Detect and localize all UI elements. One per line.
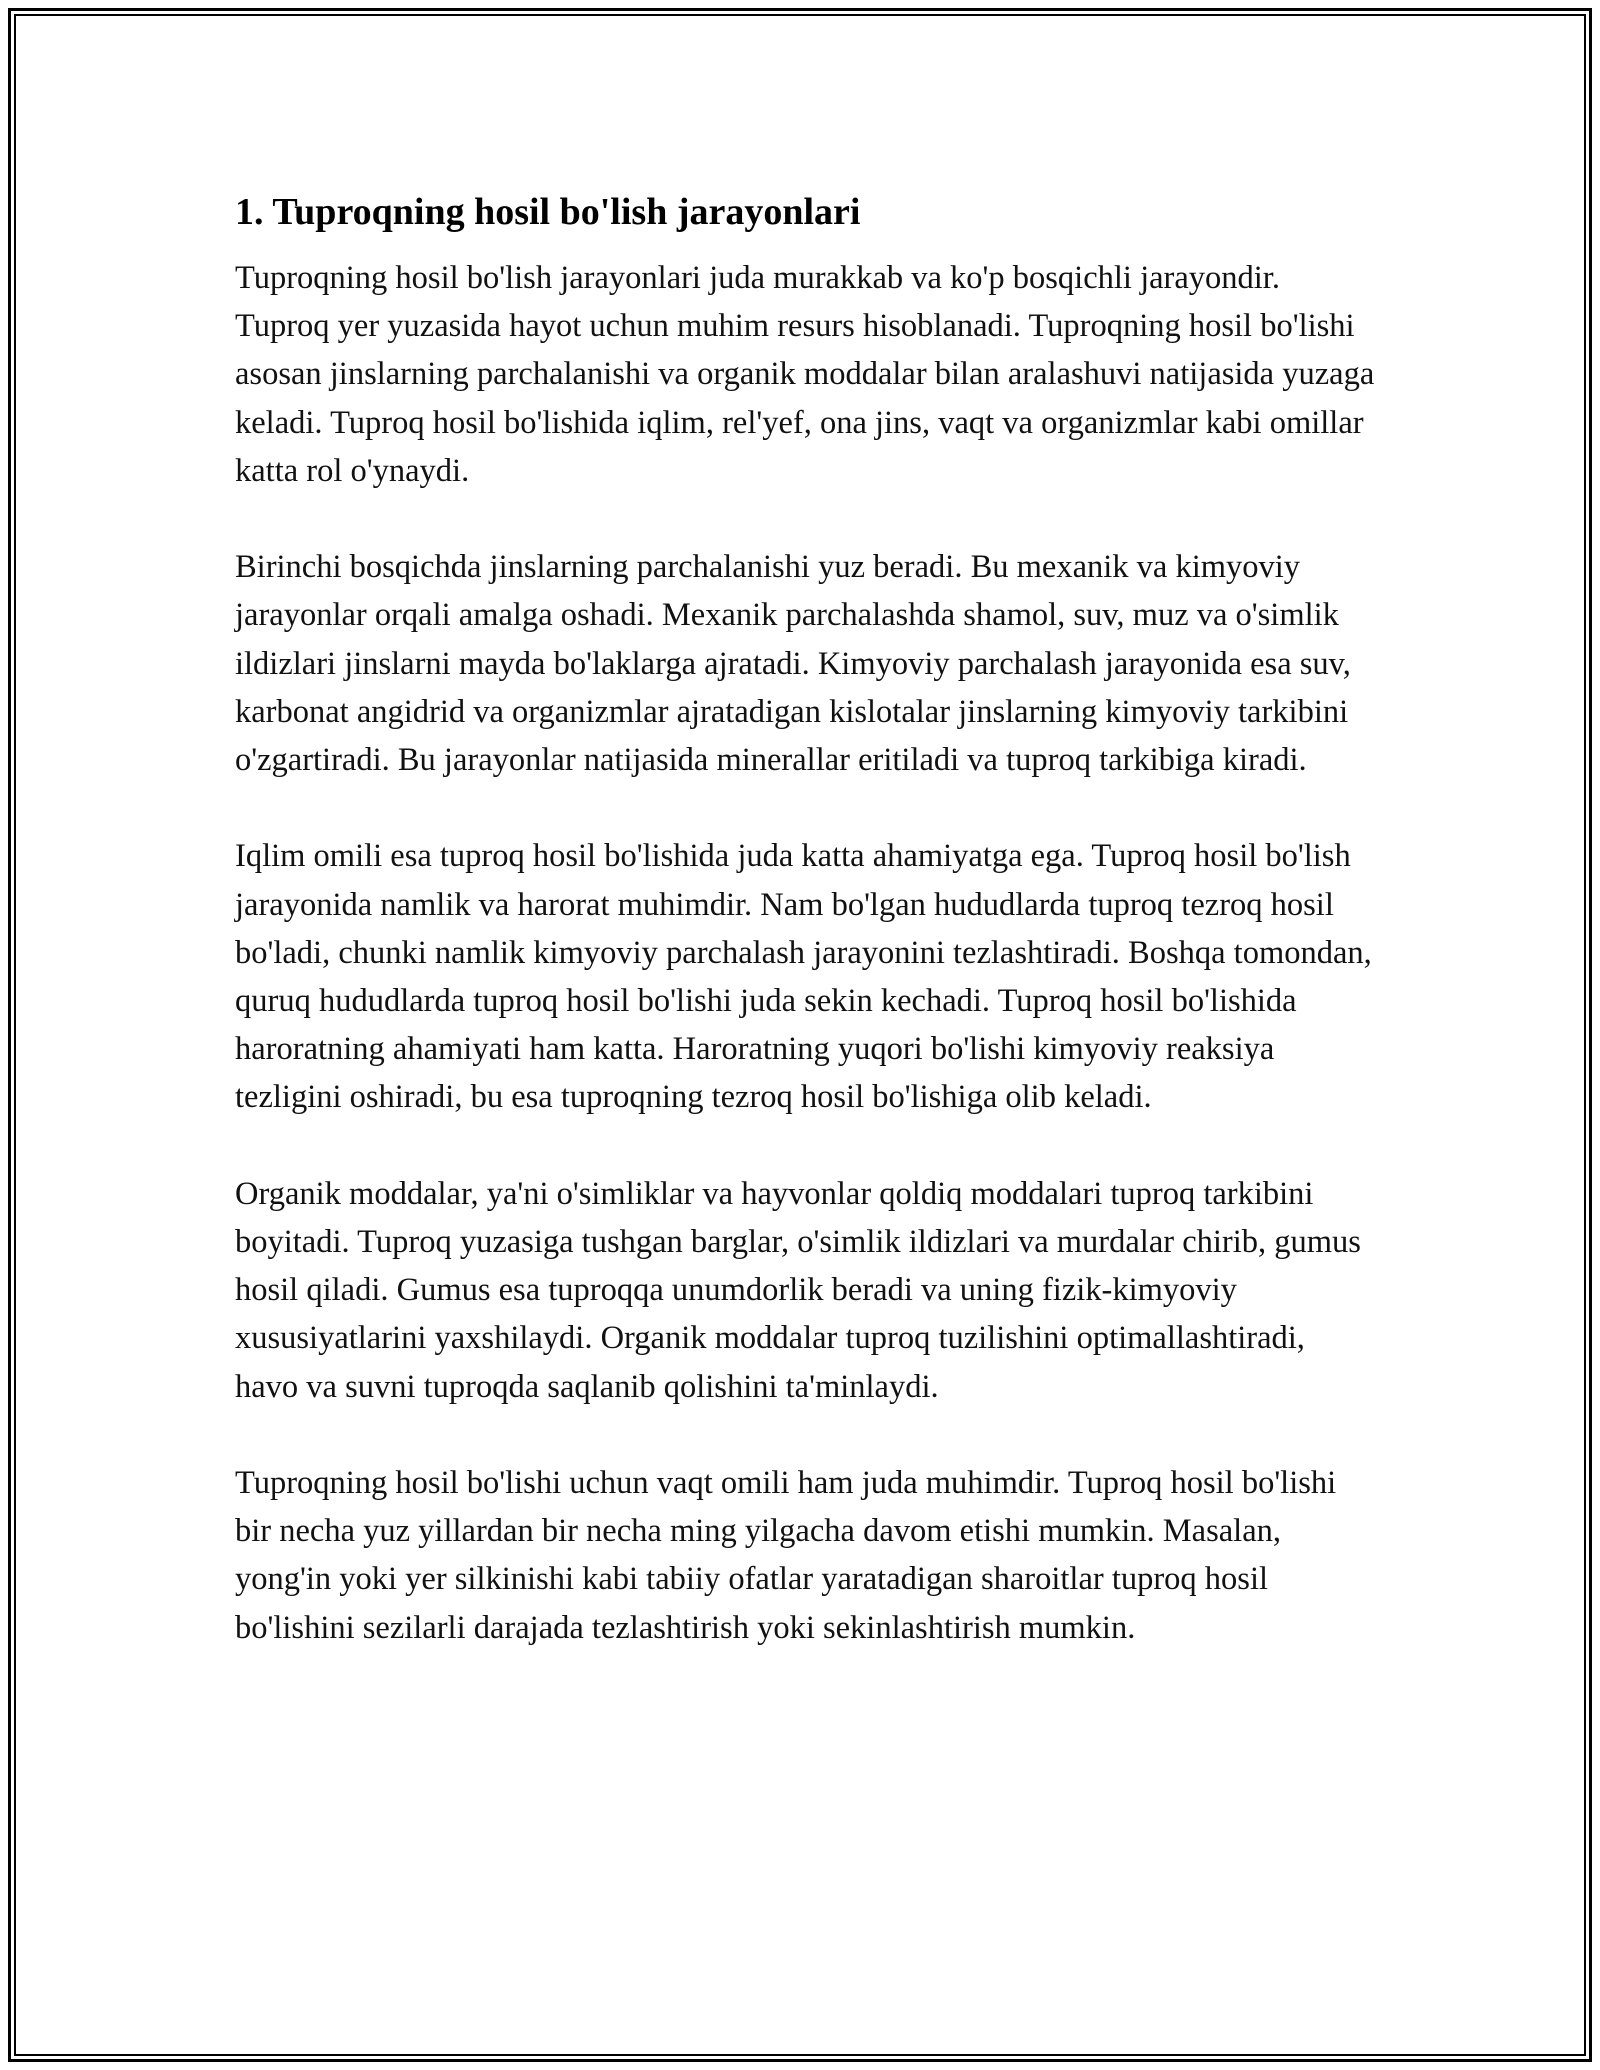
paragraph-time-factor: Tuproqning hosil bo'lishi uchun vaqt omili ham juda muhimdir. Tuproq hosil bo'lishi bir necha yuz yillardan bir necha ming yilgacha davom etishi mumkin. Masalan, yong'in yoki yer silkinishi kabi tabiiy ofatlar yaratadigan sharoitlar tuproq hosil bo'lishini sezilarli darajada tezlashtirish yoki sekinlashtirish mumkin. bbox=[235, 1465, 1337, 1646]
document-body bbox=[235, 184, 1375, 1700]
paragraph-weathering: Birinchi bosqichda jinslarning parchalanishi yuz beradi. Bu mexanik va kimyoviy jarayonlar orqali amalga oshadi. Mexanik parchalashda shamol, suv, muz va o'simlik ildizlari jinslarni mayda bo'laklarga ajratadi. Kimyoviy parchalash jarayonida esa suv, karbonat angidrid va organizmlar ajratadigan kislotalar jinslarning kimyoviy tarkibini o'zgartiradi. Bu jarayonlar natijasida minerallar eritiladi va tuproq tarkibiga kiradi. bbox=[235, 549, 1351, 779]
section-heading: 1. Tuproqning hosil bo'lish jarayonlari bbox=[235, 191, 861, 233]
paragraph-organic-matter: Organik moddalar, ya'ni o'simliklar va hayvonlar qoldiq moddalari tuproq tarkibini boyitadi. Tuproq yuzasiga tushgan barglar, o'simlik ildizlari va murdalar chirib, gumus hosil qiladi. Gumus esa tuproqqa unumdorlik beradi va uning fizik-kimyoviy xususiyatlarini yaxshilaydi. Organik moddalar tuproq tuzilishini optimallashtiradi, havo va suvni tuproqda saqlanib qolishini ta'minlaydi. bbox=[235, 1175, 1361, 1405]
paragraph-intro: Tuproqning hosil bo'lish jarayonlari juda murakkab va ko'p bosqichli jarayondir. Tuproq yer yuzasida hayot uchun muhim resurs hisoblanadi. Tuproqning hosil bo'lishi asosan jinslarning parchalanishi va organik moddalar bilan aralashuvi natijasida yuzaga keladi. Tuproq hosil bo'lishida iqlim, rel'yef, ona jins, vaqt va organizmlar kabi omillar katta rol o'ynaydi. bbox=[235, 260, 1375, 489]
paragraph-climate: Iqlim omili esa tuproq hosil bo'lishida juda katta ahamiyatga ega. Tuproq hosil bo'lish jarayonida namlik va harorat muhimdir. Nam bo'lgan hududlarda tuproq tezroq hosil bo'ladi, chunki namlik kimyoviy parchalash jarayonini tezlashtiradi. Boshqa tomondan, quruq hududlarda tuproq hosil bo'lishi juda sekin kechadi. Tuproq hosil bo'lishida haroratning ahamiyati ham katta. Haroratning yuqori bo'lishi kimyoviy reaksiya tezligini oshiradi, bu esa tuproqning tezroq hosil bo'lishiga olib keladi. bbox=[235, 838, 1372, 1116]
